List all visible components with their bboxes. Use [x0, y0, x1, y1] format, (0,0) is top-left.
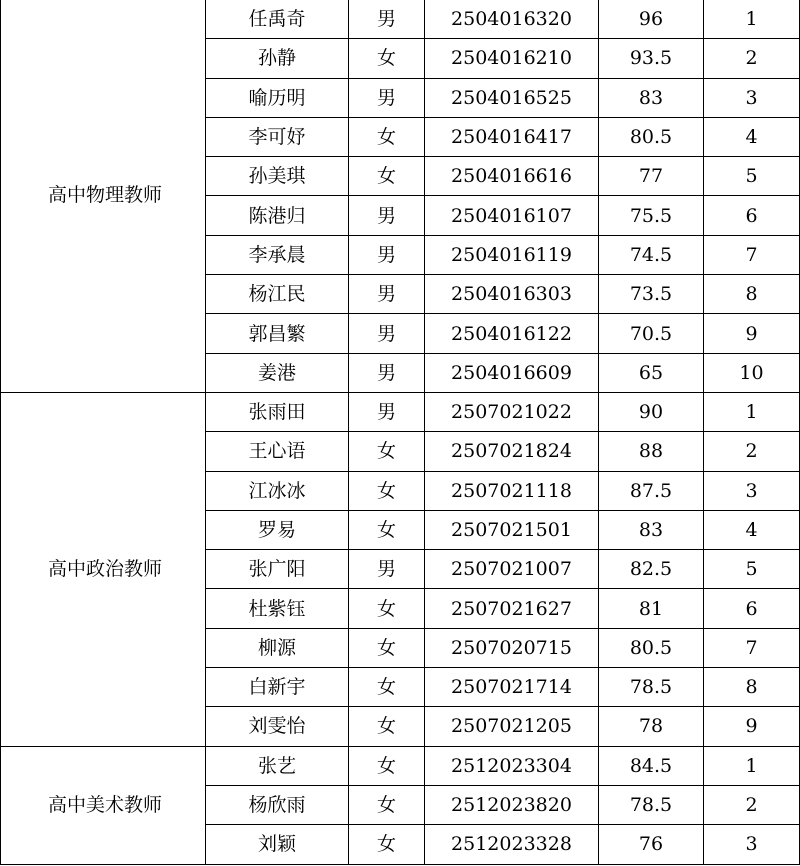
- exam-id-cell: 2504016616: [425, 157, 599, 196]
- gender-cell: 男: [349, 314, 425, 353]
- score-table-body: [1, 0, 800, 864]
- gender-cell: 女: [349, 825, 425, 864]
- gender-cell: 男: [349, 235, 425, 274]
- score-cell: 73.5: [599, 275, 704, 314]
- rank-cell: 3: [704, 471, 800, 510]
- exam-id-cell: 2507021118: [425, 471, 599, 510]
- candidate-name-cell: 刘颖: [206, 825, 349, 864]
- candidate-name-cell: 刘雯怡: [206, 707, 349, 746]
- rank-cell: 4: [704, 510, 800, 549]
- gender-cell: 女: [349, 628, 425, 667]
- gender-cell: 女: [349, 157, 425, 196]
- rank-cell: 9: [704, 314, 800, 353]
- gender-cell: 女: [349, 589, 425, 628]
- rank-cell: 2: [704, 432, 800, 471]
- score-cell: 65: [599, 353, 704, 392]
- rank-cell: 6: [704, 589, 800, 628]
- candidate-name-cell: 杨欣雨: [206, 785, 349, 824]
- score-cell: 88: [599, 432, 704, 471]
- candidate-name-cell: 喻历明: [206, 78, 349, 117]
- candidate-name-cell: 郭昌繁: [206, 314, 349, 353]
- exam-id-cell: 2507020715: [425, 628, 599, 667]
- table-row: [1, 746, 800, 785]
- exam-id-cell: 2512023304: [425, 746, 599, 785]
- score-cell: 80.5: [599, 117, 704, 156]
- candidate-name-cell: 罗易: [206, 510, 349, 549]
- score-cell: 81: [599, 589, 704, 628]
- rank-cell: 6: [704, 196, 800, 235]
- score-cell: 84.5: [599, 746, 704, 785]
- candidate-name-cell: 任禹奇: [206, 0, 349, 39]
- gender-cell: 男: [349, 275, 425, 314]
- rank-cell: 10: [704, 353, 800, 392]
- score-cell: 87.5: [599, 471, 704, 510]
- score-cell: 83: [599, 78, 704, 117]
- gender-cell: 女: [349, 471, 425, 510]
- exam-id-cell: 2507021824: [425, 432, 599, 471]
- exam-id-cell: 2504016417: [425, 117, 599, 156]
- exam-id-cell: 2507021501: [425, 510, 599, 549]
- gender-cell: 男: [349, 0, 425, 39]
- exam-id-cell: 2504016119: [425, 235, 599, 274]
- rank-cell: 3: [704, 825, 800, 864]
- score-cell: 96: [599, 0, 704, 39]
- exam-id-cell: 2512023820: [425, 785, 599, 824]
- score-cell: 74.5: [599, 235, 704, 274]
- score-cell: 78.5: [599, 785, 704, 824]
- position-cell: 高中物理教师: [1, 0, 206, 392]
- exam-id-cell: 2504016609: [425, 353, 599, 392]
- exam-id-cell: 2507021022: [425, 392, 599, 431]
- rank-cell: 8: [704, 275, 800, 314]
- score-cell: 90: [599, 392, 704, 431]
- score-cell: 75.5: [599, 196, 704, 235]
- rank-cell: 5: [704, 157, 800, 196]
- exam-id-cell: 2504016107: [425, 196, 599, 235]
- rank-cell: 1: [704, 392, 800, 431]
- candidate-name-cell: 张雨田: [206, 392, 349, 431]
- rank-cell: 4: [704, 117, 800, 156]
- score-cell: 93.5: [599, 39, 704, 78]
- rank-cell: 1: [704, 0, 800, 39]
- candidate-name-cell: 杨江民: [206, 275, 349, 314]
- gender-cell: 女: [349, 746, 425, 785]
- gender-cell: 女: [349, 668, 425, 707]
- score-cell: 70.5: [599, 314, 704, 353]
- exam-id-cell: 2504016303: [425, 275, 599, 314]
- position-cell: 高中美术教师: [1, 746, 206, 864]
- gender-cell: 男: [349, 392, 425, 431]
- exam-id-cell: 2507021205: [425, 707, 599, 746]
- rank-cell: 1: [704, 746, 800, 785]
- rank-cell: 2: [704, 785, 800, 824]
- gender-cell: 男: [349, 550, 425, 589]
- score-cell: 82.5: [599, 550, 704, 589]
- candidate-name-cell: 张艺: [206, 746, 349, 785]
- exam-id-cell: 2504016525: [425, 78, 599, 117]
- candidate-name-cell: 张广阳: [206, 550, 349, 589]
- candidate-name-cell: 陈港归: [206, 196, 349, 235]
- gender-cell: 女: [349, 117, 425, 156]
- gender-cell: 女: [349, 707, 425, 746]
- exam-id-cell: 2507021714: [425, 668, 599, 707]
- rank-cell: 7: [704, 235, 800, 274]
- table-row: [1, 0, 800, 39]
- candidate-name-cell: 孙静: [206, 39, 349, 78]
- rank-cell: 5: [704, 550, 800, 589]
- gender-cell: 女: [349, 39, 425, 78]
- candidate-name-cell: 杜紫钰: [206, 589, 349, 628]
- score-cell: 83: [599, 510, 704, 549]
- candidate-name-cell: 李可妤: [206, 117, 349, 156]
- score-cell: 80.5: [599, 628, 704, 667]
- gender-cell: 女: [349, 510, 425, 549]
- rank-cell: 2: [704, 39, 800, 78]
- candidate-name-cell: 姜港: [206, 353, 349, 392]
- exam-id-cell: 2507021007: [425, 550, 599, 589]
- score-cell: 76: [599, 825, 704, 864]
- exam-id-cell: 2504016210: [425, 39, 599, 78]
- gender-cell: 男: [349, 196, 425, 235]
- exam-id-cell: 2504016320: [425, 0, 599, 39]
- gender-cell: 男: [349, 78, 425, 117]
- rank-cell: 3: [704, 78, 800, 117]
- candidate-name-cell: 李承晨: [206, 235, 349, 274]
- gender-cell: 女: [349, 432, 425, 471]
- candidate-name-cell: 柳源: [206, 628, 349, 667]
- gender-cell: 男: [349, 353, 425, 392]
- rank-cell: 9: [704, 707, 800, 746]
- rank-cell: 8: [704, 668, 800, 707]
- candidate-name-cell: 王心语: [206, 432, 349, 471]
- exam-id-cell: 2504016122: [425, 314, 599, 353]
- score-cell: 78: [599, 707, 704, 746]
- candidate-name-cell: 孙美琪: [206, 157, 349, 196]
- candidate-name-cell: 白新宇: [206, 668, 349, 707]
- table-row: [1, 392, 800, 431]
- exam-id-cell: 2507021627: [425, 589, 599, 628]
- position-cell: 高中政治教师: [1, 392, 206, 746]
- score-cell: 78.5: [599, 668, 704, 707]
- rank-cell: 7: [704, 628, 800, 667]
- candidate-name-cell: 江冰冰: [206, 471, 349, 510]
- score-cell: 77: [599, 157, 704, 196]
- exam-id-cell: 2512023328: [425, 825, 599, 864]
- gender-cell: 女: [349, 785, 425, 824]
